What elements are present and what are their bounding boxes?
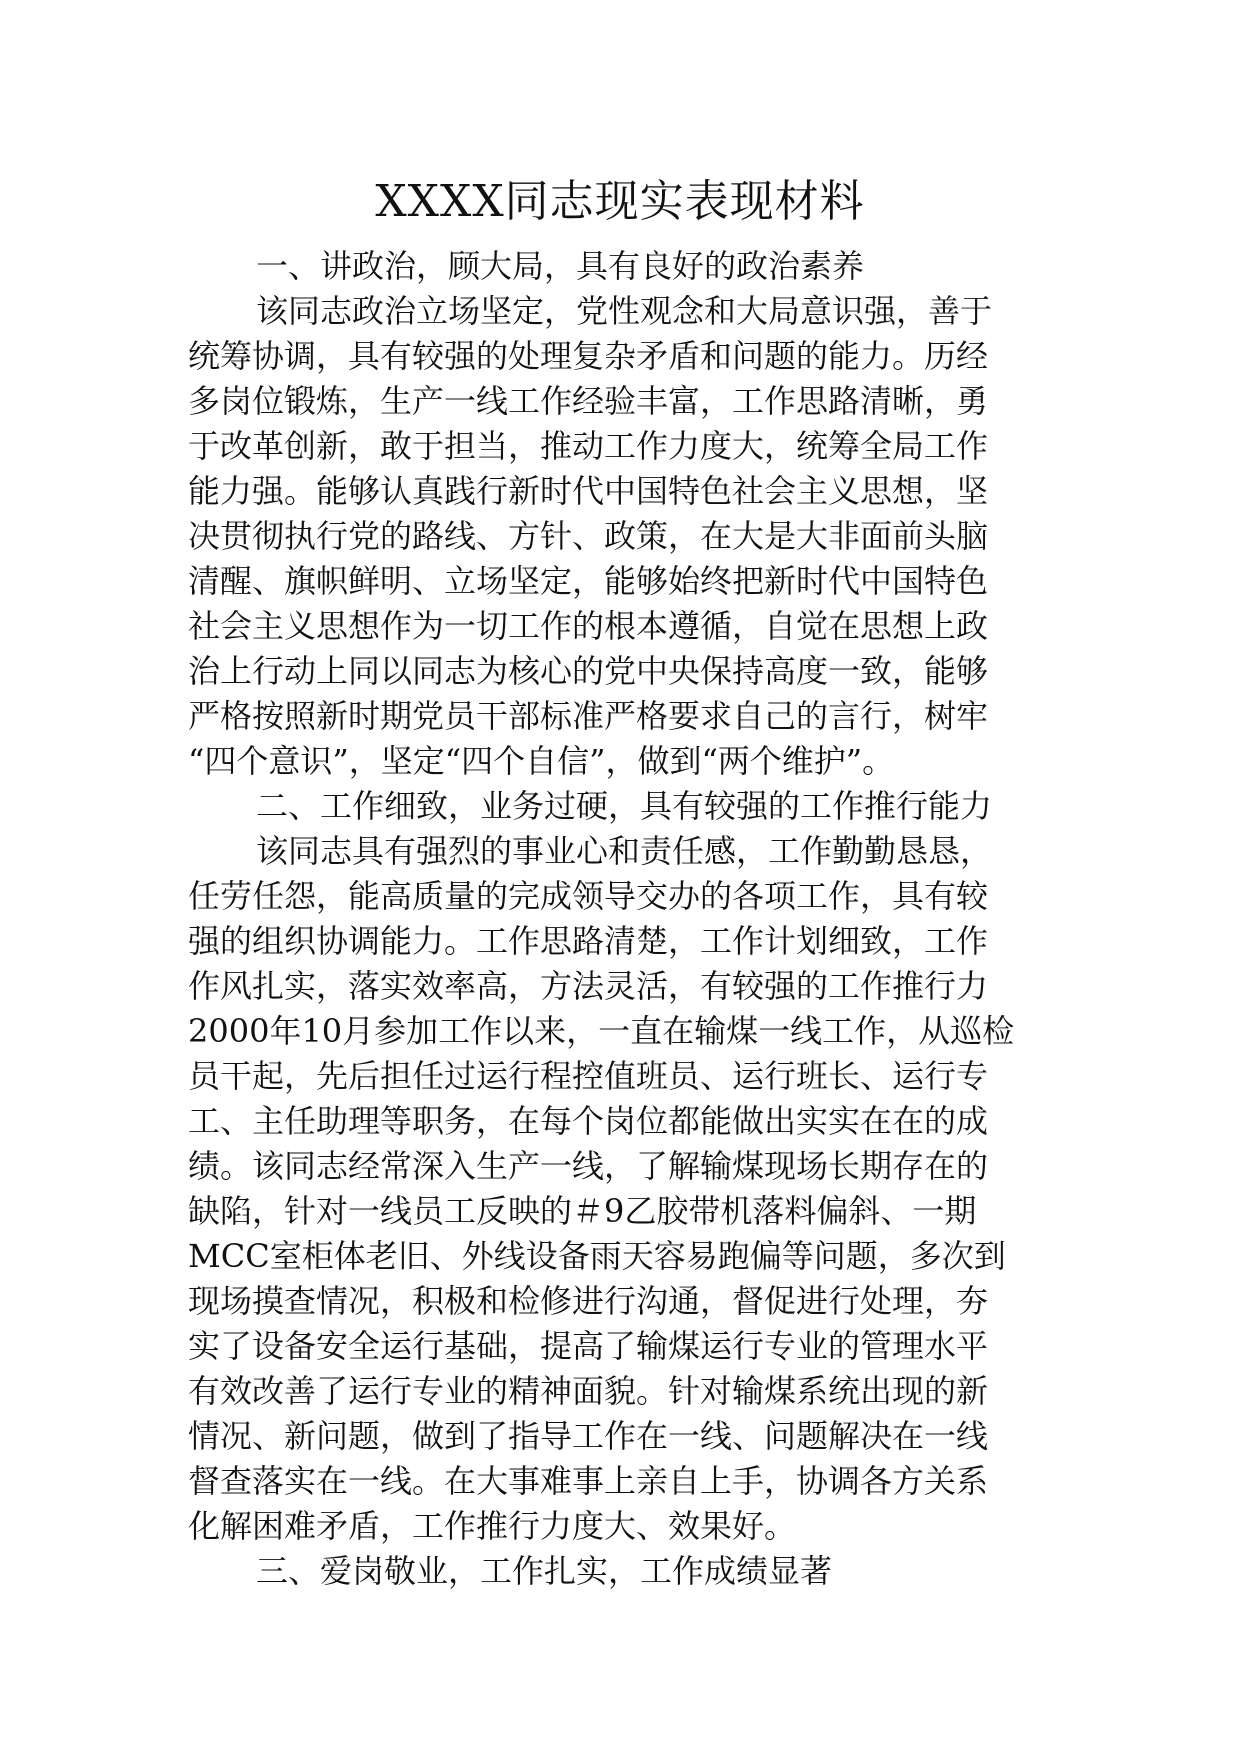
section-heading-2: 二、工作细致，业务过硬，具有较强的工作推行能力 [256,787,993,825]
text-line: 督查落实在一线。在大事难事上亲自上手，协调各方关系 [188,1462,989,1500]
text-line: 决贯彻执行党的路线、方针、政策，在大是大非面前头脑 [188,517,989,555]
text-line: 绩。该同志经常深入生产一线，了解输煤现场长期存在的 [188,1147,989,1185]
text-line: 能力强。能够认真践行新时代中国特色社会主义思想，坚 [188,472,989,510]
text-line: 社会主义思想作为一切工作的根本遵循，自觉在思想上政 [188,607,989,645]
text-line: “四个意识”，坚定“四个自信”，做到“两个维护”。 [188,742,895,780]
text-line: 统筹协调，具有较强的处理复杂矛盾和问题的能力。历经 [188,337,989,375]
text-line: 于改革创新，敢于担当，推动工作力度大，统筹全局工作 [188,427,989,465]
text-line: 清醒、旗帜鲜明、立场坚定，能够始终把新时代中国特色 [188,562,989,600]
text-line: 情况、新问题，做到了指导工作在一线、问题解决在一线 [188,1417,989,1455]
text-line: 任劳任怨，能高质量的完成领导交办的各项工作，具有较 [188,877,989,915]
document-title: XXXX同志现实表现材料 [375,176,865,227]
text-line: 现场摸查情况，积极和检修进行沟通，督促进行处理，夯 [188,1282,989,1320]
document-body [188,244,1052,1594]
text-line: 强的组织协调能力。工作思路清楚，工作计划细致，工作 [188,922,989,960]
text-line: 工、主任助理等职务，在每个岗位都能做出实实在在的成 [188,1102,989,1140]
text-line: 2000年10月参加工作以来，一直在输煤一线工作，从巡检 [188,1012,1015,1050]
text-line: 该同志政治立场坚定，党性观念和大局意识强，善于 [256,292,993,330]
text-line: 多岗位锻炼，生产一线工作经验丰富，工作思路清晰，勇 [188,382,989,420]
section-heading-1: 一、讲政治，顾大局，具有良好的政治素养 [256,247,865,285]
text-line: 化解困难矛盾，工作推行力度大、效果好。 [188,1507,797,1545]
section-heading-3: 三、爱岗敬业，工作扎实，工作成绩显著 [256,1552,833,1590]
text-line: 有效改善了运行专业的精神面貌。针对输煤系统出现的新 [188,1372,989,1410]
text-line: 实了设备安全运行基础，提高了输煤运行专业的管理水平 [188,1327,989,1365]
text-line: MCC室柜体老旧、外线设备雨天容易跑偏等问题，多次到 [188,1237,1006,1275]
text-line: 严格按照新时期党员干部标准严格要求自己的言行，树牢 [188,697,989,735]
text-line: 员干起，先后担任过运行程控值班员、运行班长、运行专 [188,1057,989,1095]
text-line: 该同志具有强烈的事业心和责任感，工作勤勤恳恳， [256,832,993,870]
text-line: 治上行动上同以同志为核心的党中央保持高度一致，能够 [188,652,989,690]
text-line: 作风扎实，落实效率高，方法灵活，有较强的工作推行力 [188,967,989,1005]
text-line: 缺陷，针对一线员工反映的＃9乙胶带机落料偏斜、一期 [188,1192,977,1230]
